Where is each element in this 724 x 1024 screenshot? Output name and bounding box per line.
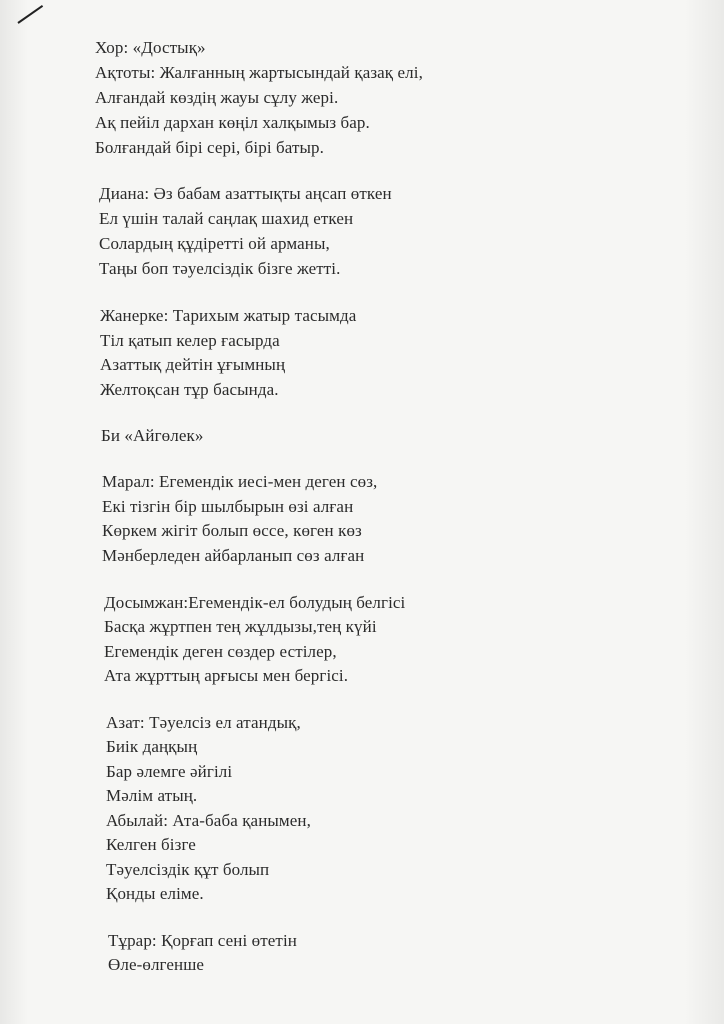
text-line: Өле-өлгенше — [108, 955, 205, 974]
text-line: Биік даңқың — [106, 737, 198, 756]
text-line: Келген бізге — [106, 835, 196, 854]
text-line: Тұрар: Қорғап сені өтетін — [108, 931, 297, 950]
text-line: Таңы боп тәуелсіздік бізге жетті. — [99, 259, 341, 278]
text-line: Мәлім атың. — [106, 786, 198, 805]
text-line: Солардың құдіретті ой арманы, — [99, 234, 330, 253]
text-line: Хор: «Достық» — [95, 38, 206, 57]
text-line: Желтоқсан тұр басында. — [100, 380, 279, 399]
text-line: Басқа жұртпен тең жұлдызы,тең күйі — [104, 617, 377, 636]
text-line: Абылай: Ата-баба қанымен, — [106, 811, 311, 830]
text-line: Азат: Тәуелсіз ел атандық, — [106, 713, 301, 732]
text-line: Қонды еліме. — [106, 884, 204, 903]
text-line: Көркем жігіт болып өссе, көген көз — [102, 521, 362, 540]
text-line: Марал: Егемендік иесі-мен деген сөз, — [102, 472, 378, 491]
text-line: Алғандай көздің жауы сұлу жері. — [95, 88, 339, 107]
text-line: Жанерке: Тарихым жатыр тасымда — [100, 306, 357, 325]
text-line: Диана: Әз бабам азаттықты аңсап өткен — [99, 184, 392, 203]
text-line: Тәуелсіздік құт болып — [106, 860, 270, 879]
text-line: Мәнберледен айбарланып сөз алған — [102, 546, 365, 565]
text-line: Бар әлемге әйгілі — [106, 762, 233, 781]
text-line: Би «Айгөлек» — [101, 426, 204, 445]
text-line: Егемендік деген сөздер естілер, — [104, 642, 337, 661]
text-line: Азаттық дейтін ұғымның — [100, 355, 286, 374]
text-line: Болғандай бірі сері, бірі батыр. — [95, 138, 324, 157]
text-line: Ел үшін талай саңлақ шахид еткен — [99, 209, 354, 228]
text-line: Ата жұрттың арғысы мен бергісі. — [104, 666, 349, 685]
text-line: Екі тізгін бір шылбырын өзі алған — [102, 497, 354, 516]
text-line: Ақтоты: Жалғанның жартысындай қазақ елі, — [95, 63, 423, 82]
text-line: Досымжан:Егемендік-ел болудың белгісі — [104, 593, 406, 612]
text-line: Тіл қатып келер ғасырда — [100, 331, 280, 350]
pen-mark — [17, 5, 43, 24]
text-line: Ақ пейіл дархан көңіл халқымыз бар. — [95, 113, 370, 132]
